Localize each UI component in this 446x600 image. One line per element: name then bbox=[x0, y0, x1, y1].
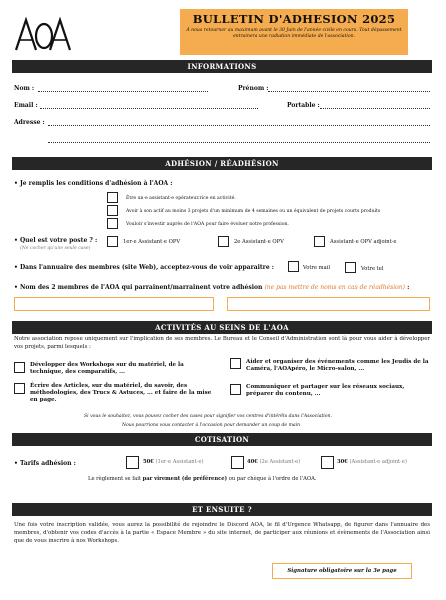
prenom-label: Prénom : bbox=[238, 85, 269, 92]
poste-checkbox-1er[interactable] bbox=[107, 236, 118, 247]
adresse-field-line2[interactable] bbox=[48, 142, 430, 143]
annuaire-option-mail: Votre mail bbox=[303, 265, 331, 271]
adresse-label: Adresse : bbox=[14, 119, 45, 126]
parrain-note: (ne pas mettre de noms en cas de réadhésion) bbox=[264, 284, 405, 291]
condition-text-3: Vouloir s'investir auprès de l'AOA pour faire évoluer notre profession. bbox=[126, 222, 289, 227]
poste-checkbox-2e[interactable] bbox=[218, 236, 229, 247]
activity-evenements: Aider et organiser des événements comme les Jeudis de la Caméra, l'AOApéro, le Micro-salon, ... bbox=[246, 359, 429, 372]
section-informations: INFORMATIONS bbox=[12, 60, 432, 73]
poste-checkbox-adjoint[interactable] bbox=[314, 236, 325, 247]
tarif-checkbox-30[interactable] bbox=[321, 456, 334, 469]
activity-checkbox-workshops[interactable] bbox=[14, 362, 25, 373]
annuaire-option-tel: Votre tel bbox=[361, 266, 384, 272]
activity-checkbox-reseaux[interactable] bbox=[230, 384, 241, 395]
poste-option-2e: 2e Assistant·e OPV bbox=[234, 239, 284, 245]
section-activites: ACTIVITÉS AU SEINS DE L'AOA bbox=[12, 321, 432, 334]
signature-note: Signature obligatoire sur la 3e page bbox=[272, 563, 412, 579]
activites-intro: Notre association repose uniquement sur l'implication de ses membres. Le Bureau et le Conseil d'Administration sont là pour vous aider à développer vos projets, parmi lesquels : bbox=[14, 336, 430, 350]
portable-label: Portable : bbox=[287, 102, 320, 109]
annuaire-checkbox-mail[interactable] bbox=[288, 261, 299, 272]
deadline-notice: À nous retourner au maximum avant le 30 Juin de l'année civile en cours. Tout dépassement entrainera une radiation immédiate de l'association. bbox=[186, 28, 402, 39]
condition-checkbox-1[interactable] bbox=[107, 192, 118, 203]
nom-label: Nom : bbox=[14, 85, 35, 92]
page-title: BULLETIN D'ADHESION 2025 bbox=[192, 12, 396, 26]
poste-option-adjoint: Assistant·e OPV adjoint·e bbox=[330, 239, 397, 245]
activity-checkbox-articles[interactable] bbox=[14, 383, 25, 394]
parrain-label: • Nom des 2 membres de l'AOA qui parrainent/marrainent votre adhésion (ne pas mettre de noms en cas de réadhésion) : bbox=[14, 284, 410, 291]
activites-note-1: Si vous le souhaitez, vous pouvez cocher des cases pour signifier vos centres d'intérêts dans l'Association. bbox=[84, 414, 332, 419]
tarifs-label: • Tarifs adhésion : bbox=[14, 460, 76, 467]
ensuite-paragraph: Une fois votre inscription validée, vous aurez la possibilité de rejoindre le Discord AOA, le fil d'Urgence Whatsapp, de figurer dans l'annuaire des membres, d'obtenir vos codes d'accès à la partie « Espace Membre » du site internet, de participer aux réunions et évènements de l'Association ainsi que de vous inscrire à nos Workshops. bbox=[14, 522, 430, 544]
email-label: Email : bbox=[14, 102, 38, 109]
poste-note: (Ne cocher qu'une seule case) bbox=[20, 246, 91, 251]
condition-text-2: Avoir à son actif au moins 3 projets d'un minimum de 4 semaines ou un équivalent de projets courts produits bbox=[126, 209, 381, 214]
aoa-logo bbox=[12, 14, 72, 54]
tarif-option-40: 40€ (2e Assistant·e) bbox=[247, 459, 301, 465]
activity-articles: Écrire des Articles, sur du matériel, du savoir, des méthodologies, des Trucs & Astuces, ... et faire de la mise en page. bbox=[30, 383, 212, 403]
parrain-2-input[interactable] bbox=[227, 297, 430, 311]
portable-field[interactable] bbox=[320, 108, 430, 109]
reglement-text: Le règlement se fait par virement (de préférence) ou par chèque à l'ordre de l'AOA. bbox=[88, 476, 317, 482]
tarif-option-30: 30€ (Assistant·e adjoint·e) bbox=[337, 459, 407, 465]
section-ensuite: ET ENSUITE ? bbox=[12, 503, 432, 516]
adresse-field-line1[interactable] bbox=[48, 125, 430, 126]
tarif-option-50: 50€ (1er·e Assistant·e) bbox=[143, 459, 204, 465]
activites-note-2: Nous pourrions vous contacter à l'occasion pour demander un coup de main bbox=[122, 423, 301, 428]
tarif-checkbox-40[interactable] bbox=[231, 456, 244, 469]
tarif-checkbox-50[interactable] bbox=[126, 456, 139, 469]
section-cotisation: COTISATION bbox=[12, 433, 432, 446]
condition-text-1: Être un·e assistant·e opérateur.rice en activité. bbox=[126, 196, 236, 201]
parrain-1-input[interactable] bbox=[14, 297, 214, 311]
condition-checkbox-2[interactable] bbox=[107, 205, 118, 216]
annuaire-label: • Dans l'annuaire des membres (site Web), acceptez-vous de voir apparaitre : bbox=[14, 264, 274, 271]
email-field[interactable] bbox=[40, 108, 258, 109]
poste-option-1er: 1er·e Assistant·e OPV bbox=[123, 239, 181, 245]
conditions-label: • Je remplis les conditions d'adhésion à l'AOA : bbox=[14, 180, 173, 187]
activity-workshops: Développer des Workshops sur du matériel, de la technique, des comparatifs, ... bbox=[30, 362, 184, 375]
activity-checkbox-evenements[interactable] bbox=[230, 358, 241, 369]
prenom-field[interactable] bbox=[268, 91, 430, 92]
annuaire-checkbox-tel[interactable] bbox=[345, 262, 356, 273]
activity-reseaux: Communiquer et partager sur les réseaux sociaux, préparer du contenu, ... bbox=[246, 384, 405, 397]
section-adhesion: ADHÉSION / RÉADHÉSION bbox=[12, 157, 432, 170]
title-banner bbox=[180, 9, 408, 55]
nom-field[interactable] bbox=[38, 91, 208, 92]
poste-label: • Quel est votre poste ? : bbox=[14, 237, 98, 244]
condition-checkbox-3[interactable] bbox=[107, 218, 118, 229]
